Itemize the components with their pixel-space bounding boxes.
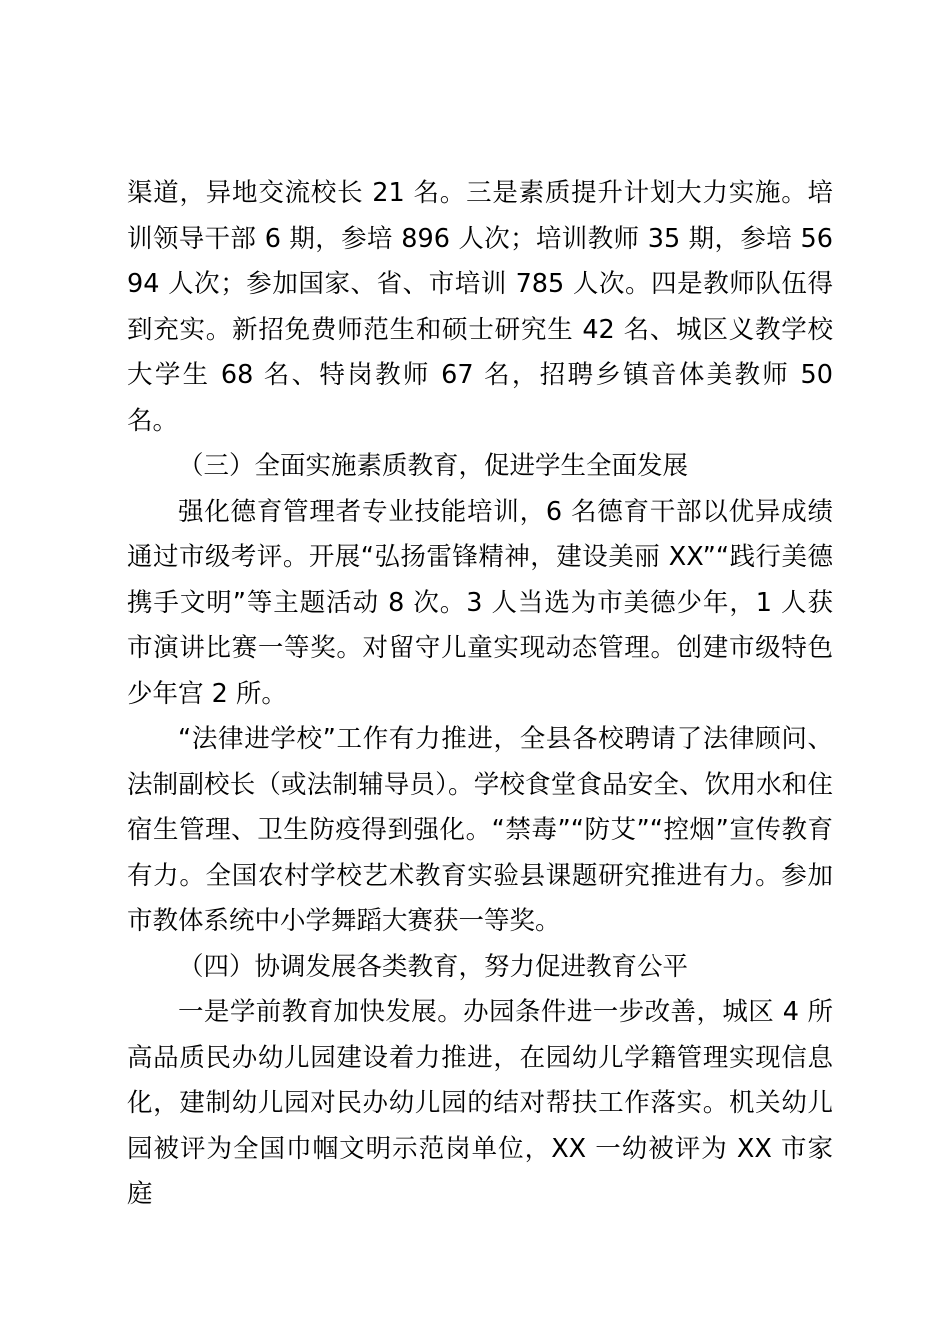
section-heading-three: （三）全面实施素质教育，促进学生全面发展	[178, 451, 689, 481]
section-heading-four: （四）协调发展各类教育，努力促进教育公平	[178, 951, 689, 982]
paragraph-law-in-schools: “法律进学校”工作有力推进，全县各校聘请了法律顾问、法制副校长（或法制辅导员）。学校食堂食品安全、饮用水和住宿生管理、卫生防疫得到强化。“禁毒”“防艾”“控烟”宣传教育有力。全国农村学校艺术教育实验县课题研究推进有力。参加市教体系统中小学舞蹈大赛获一等奖。	[127, 724, 833, 936]
paragraph-preschool-education: 一是学前教育加快发展。办园条件进一步改善，城区 4 所高品质民办幼儿园建设着力推进，在园幼儿学籍管理实现信息化，建制幼儿园对民办幼儿园的结对帮扶工作落实。机关幼儿园被评为全国巾帼文明示范岗单位，XX 一幼被评为 XX 市家庭	[127, 997, 833, 1209]
document-body	[127, 171, 833, 1218]
paragraph-moral-education: 强化德育管理者专业技能培训，6 名德育干部以优异成绩通过市级考评。开展“弘扬雷锋精神，建设美丽 XX”“践行美德携手文明”等主题活动 8 次。3 人当选为市美德少年，1 人获市演讲比赛一等奖。对留守儿童实现动态管理。创建市级特色少年宫 2 所。	[127, 496, 833, 709]
paragraph-continuation: 渠道，异地交流校长 21 名。三是素质提升计划大力实施。培训领导干部 6 期，参培 896 人次；培训教师 35 期，参培 5694 人次；参加国家、省、市培训 785 人次。四是教师队伍得到充实。新招免费师范生和硕士研究生 42 名、城区义教学校大学生 68 名、特岗教师 67 名，招聘乡镇音体美教师 50 名。	[127, 178, 833, 436]
